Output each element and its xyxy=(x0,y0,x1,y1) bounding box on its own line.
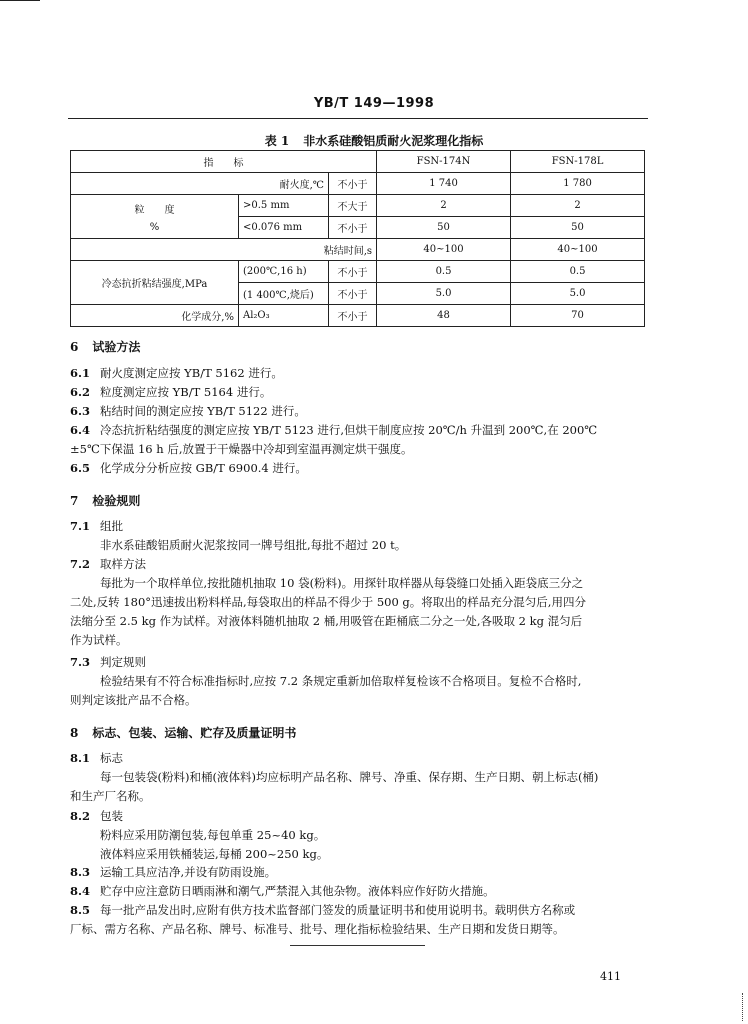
item-6-1-number: 6.1 xyxy=(70,366,91,380)
table-row-bond-time xyxy=(71,239,645,261)
item-6-3-text: 粘结时间的测定应按 YB/T 5122 进行。 xyxy=(100,404,306,418)
cold-bond-v1-2: 5.0 xyxy=(377,283,511,305)
section-7-heading xyxy=(70,492,140,509)
end-rule xyxy=(290,945,425,946)
granularity-label-cell xyxy=(71,195,239,239)
item-8-4-text: 贮存中应注意防日晒雨淋和潮气,严禁混入其他杂物。液体料应作好防火措施。 xyxy=(100,884,495,898)
sub-8-2-number: 8.2 xyxy=(70,809,91,823)
sub-8-2-title: 包装 xyxy=(100,809,123,823)
sub-8-2-line1: 粉料应采用防潮包装,每包单重 25~40 kg。 xyxy=(100,828,326,842)
table-caption xyxy=(0,132,748,149)
sub-7-2-line3: 法缩分至 2.5 kg 作为试样。对液体料随机抽取 2 桶,用吸管在距桶底二分之一处,各吸取 2 kg 混匀后 xyxy=(70,614,583,628)
cold-bond-v2-1: 0.5 xyxy=(511,261,645,283)
item-8-4 xyxy=(70,882,495,901)
item-6-1-text: 耐火度测定应按 YB/T 5162 进行。 xyxy=(100,366,283,380)
item-8-5-line1: 每一批产品发出时,应附有供方技术监督部门签发的质量证明书和使用说明书。载明供方名称或 xyxy=(100,903,576,917)
cold-bond-sub2: (1 400℃,烧后) xyxy=(239,283,329,305)
item-6-3 xyxy=(70,402,306,421)
item-6-2-number: 6.2 xyxy=(70,385,91,399)
sub-8-1-title: 标志 xyxy=(100,751,123,765)
header-col2: FSN-178L xyxy=(511,151,645,173)
sub-8-2-heading xyxy=(70,808,123,824)
top-edge-rule xyxy=(0,0,40,1)
table-caption-title: 非水系硅酸铝质耐火泥浆理化指标 xyxy=(303,134,484,148)
granularity-v1-2: 50 xyxy=(377,217,511,239)
cold-bond-v2-2: 5.0 xyxy=(511,283,645,305)
item-6-4 xyxy=(70,421,648,459)
bond-time-v2: 40~100 xyxy=(511,239,645,261)
granularity-label: 粒 度 xyxy=(134,204,175,216)
bond-time-label: 粘结时间,s xyxy=(71,239,377,261)
item-6-5-number: 6.5 xyxy=(70,461,91,475)
sub-7-1-number: 7.1 xyxy=(70,519,91,533)
chem-v1: 48 xyxy=(377,305,511,327)
sub-8-1-heading xyxy=(70,750,123,766)
section-8-heading xyxy=(70,724,296,741)
item-6-5-text: 化学成分分析应按 GB/T 6900.4 进行。 xyxy=(100,461,307,475)
cold-bond-v1-1: 0.5 xyxy=(377,261,511,283)
item-6-2 xyxy=(70,383,271,402)
item-6-5 xyxy=(70,459,307,478)
sub-7-3-line1: 检验结果有不符合标准指标时,应按 7.2 条规定重新加倍取样复检该不合格项目。复检不合格时, xyxy=(100,674,582,688)
granularity-v2-2: 50 xyxy=(511,217,645,239)
item-8-5-number: 8.5 xyxy=(70,903,91,917)
granularity-sub1: >0.5 mm xyxy=(239,195,329,217)
sub-8-1-line1: 每一包装袋(粉料)和桶(液体料)均应标明产品名称、牌号、净重、保存期、生产日期、朝上标志(桶) xyxy=(100,770,599,784)
chem-cond: 不小于 xyxy=(329,305,377,327)
item-6-1 xyxy=(70,364,283,383)
sub-7-2-body xyxy=(70,574,648,650)
cold-bond-cond2: 不小于 xyxy=(329,283,377,305)
sub-7-2-number: 7.2 xyxy=(70,557,91,571)
item-6-2-text: 粒度测定应按 YB/T 5164 进行。 xyxy=(100,385,272,399)
sub-7-1-text: 非水系硅酸铝质耐火泥浆按同一牌号组批,每批不超过 20 t。 xyxy=(100,538,407,552)
cold-bond-label: 冷态抗折粘结强度,MPa xyxy=(71,261,239,305)
section-7-number: 7 xyxy=(70,494,79,508)
sub-7-2-line1: 每批为一个取样单位,按批随机抽取 10 袋(粉料)。用探针取样器从每袋缝口处插入距袋底三分之 xyxy=(100,576,584,590)
chem-sub: Al₂O₃ xyxy=(239,305,329,327)
cold-bond-sub1: (200℃,16 h) xyxy=(239,261,329,283)
spec-table xyxy=(70,150,645,327)
item-8-3 xyxy=(70,863,276,882)
item-8-5-line2: 厂标、需方名称、产品名称、牌号、标准号、批号、理化指标检验结果、生产日期和发货日期等。 xyxy=(70,922,565,936)
sub-7-3-heading xyxy=(70,654,146,670)
table-row-cold-bond-1 xyxy=(71,261,645,283)
item-6-3-number: 6.3 xyxy=(70,404,91,418)
sub-7-2-title: 取样方法 xyxy=(100,557,146,571)
section-6-title: 试验方法 xyxy=(92,340,141,354)
section-7-title: 检验规则 xyxy=(92,494,141,508)
refractoriness-cond: 不小于 xyxy=(329,173,377,195)
bond-time-v1: 40~100 xyxy=(377,239,511,261)
sub-7-3-title: 判定规则 xyxy=(100,655,146,669)
item-8-3-number: 8.3 xyxy=(70,865,91,879)
table-row-granularity-1 xyxy=(71,195,645,217)
granularity-v1-1: 2 xyxy=(377,195,511,217)
sub-8-1-number: 8.1 xyxy=(70,751,91,765)
item-8-5 xyxy=(70,901,648,939)
header-col1: FSN-174N xyxy=(377,151,511,173)
table-row-refractoriness xyxy=(71,173,645,195)
chem-v2: 70 xyxy=(511,305,645,327)
granularity-cond2: 不小于 xyxy=(329,217,377,239)
header-rule xyxy=(68,118,648,119)
sub-7-2-line4: 作为试样。 xyxy=(70,633,128,647)
refractoriness-v1: 1 740 xyxy=(377,173,511,195)
item-8-4-number: 8.4 xyxy=(70,884,91,898)
sub-7-2-line2: 二处,反转 180°迅速拔出粉料样品,每袋取出的样品不得少于 500 g。将取出的样品充分混匀后,用四分 xyxy=(70,595,586,609)
section-6-number: 6 xyxy=(70,340,79,354)
section-6-heading xyxy=(70,338,140,355)
sub-7-3-number: 7.3 xyxy=(70,655,91,669)
sub-7-1-heading xyxy=(70,518,123,534)
cold-bond-cond1: 不小于 xyxy=(329,261,377,283)
standard-code-header: YB/T 149—1998 xyxy=(313,96,435,111)
sub-7-1-title: 组批 xyxy=(100,519,123,533)
scan-edge-marks xyxy=(742,993,745,1021)
section-8-number: 8 xyxy=(70,726,79,740)
sub-7-3-body xyxy=(70,672,648,710)
item-8-3-text: 运输工具应洁净,并设有防雨设施。 xyxy=(100,865,277,879)
chem-label: 化学成分,% xyxy=(71,305,239,327)
item-6-4-line1: 冷态抗折粘结强度的测定应按 YB/T 5123 进行,但烘干制度应按 20℃/h 升温到 200℃,在 200℃ xyxy=(100,423,598,437)
granularity-sub2: <0.076 mm xyxy=(239,217,329,239)
sub-7-3-line2: 则判定该批产品不合格。 xyxy=(70,693,197,707)
sub-8-2-line2: 液体料应采用铁桶装运,每桶 200~250 kg。 xyxy=(100,847,329,861)
section-8-title: 标志、包装、运输、贮存及质量证明书 xyxy=(92,726,297,740)
sub-8-2-body xyxy=(70,826,648,864)
table-header-row xyxy=(71,151,645,173)
item-6-4-line2: ±5℃下保温 16 h 后,放置于干燥器中冷却到室温再测定烘干强度。 xyxy=(70,442,413,456)
table-caption-number: 表 1 xyxy=(264,134,290,148)
page-number: 411 xyxy=(600,970,621,983)
granularity-v2-1: 2 xyxy=(511,195,645,217)
item-6-4-number: 6.4 xyxy=(70,423,91,437)
sub-8-1-line2: 和生产厂名称。 xyxy=(70,789,151,803)
granularity-unit: % xyxy=(149,221,160,233)
sub-8-1-body xyxy=(70,768,648,806)
header-index: 指 标 xyxy=(71,151,377,173)
granularity-cond1: 不大于 xyxy=(329,195,377,217)
refractoriness-label: 耐火度,℃ xyxy=(71,173,329,195)
sub-7-2-heading xyxy=(70,556,146,572)
table-row-chem xyxy=(71,305,645,327)
refractoriness-v2: 1 780 xyxy=(511,173,645,195)
